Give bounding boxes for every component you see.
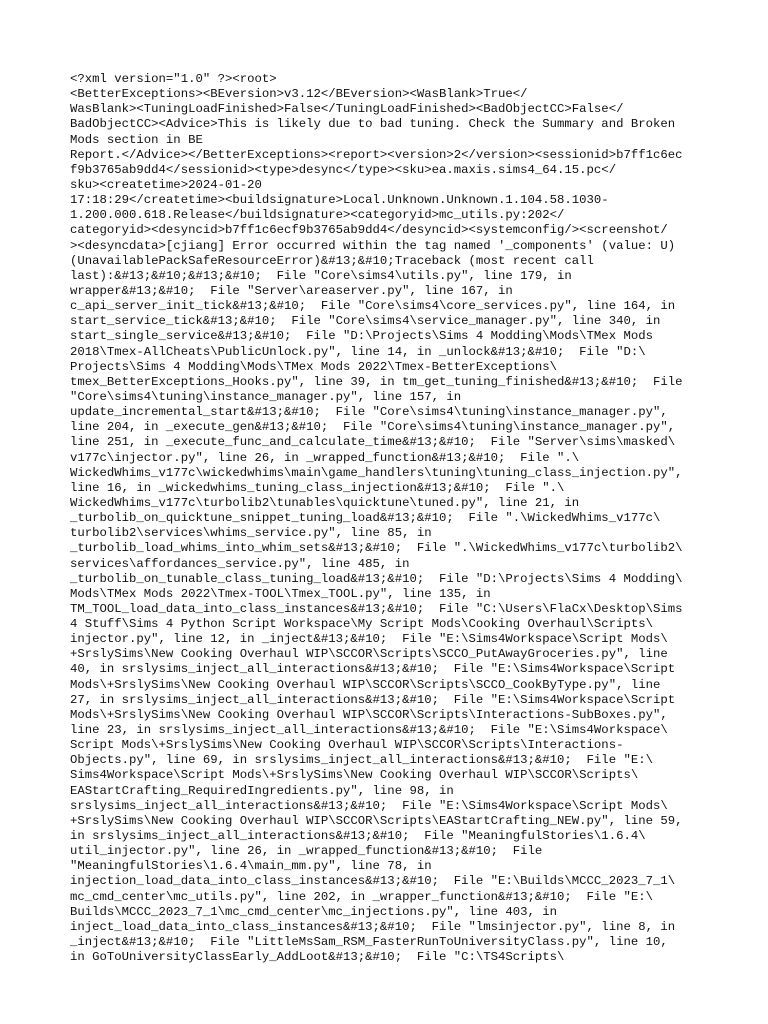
document-line: Mods section in BE [70, 132, 203, 147]
document-line: f9b3765ab9dd4</sessionid><type>desync</type><sku>ea.maxis.sims4_64.15.pc</ [70, 162, 617, 177]
document-line: services\affordances_service.py", line 485, in [70, 556, 410, 571]
document-line: turbolib2\services\whims_service.py", line 85, in [70, 526, 432, 541]
document-line: line 204, in _execute_gen&#13;&#10; File "Core\sims4\tuning\instance_manager.py", [70, 420, 676, 435]
document-line: 2018\Tmex-AllCheats\PublicUnlock.py", line 14, in _unlock&#13;&#10; File "D:\ [70, 344, 646, 359]
document-line: Builds\MCCC_2023_7_1\mc_cmd_center\mc_injections.py", line 403, in [70, 904, 558, 919]
document-line: <?xml version="1.0" ?><root> [70, 72, 277, 86]
document-line: TM_TOOL_load_data_into_class_instances&#13;&#10; File "C:\Users\FlaCx\Desktop\Sims [70, 601, 683, 616]
document-line: BadObjectCC><Advice>This is likely due to bad tuning. Check the Summary and Broken [70, 117, 676, 132]
document-line: WickedWhims_v177c\turbolib2\tunables\quicktune\tuned.py", line 21, in [70, 495, 580, 510]
document-line: update_incremental_start&#13;&#10; File "Core\sims4\tuning\instance_manager.py", [70, 405, 668, 420]
document-line: mc_cmd_center\mc_utils.py", line 202, in _wrapper_function&#13;&#10; File "E:\ [70, 889, 653, 904]
document-line: EAStartCrafting_RequiredIngredients.py", line 98, in [70, 783, 454, 798]
document-line: injector.py", line 12, in _inject&#13;&#10; File "E:\Sims4Workspace\Script Mods\ [70, 632, 668, 647]
document-line: inject_load_data_into_class_instances&#13;&#10; File "lmsinjector.py", line 8, in [70, 919, 676, 934]
document-line: line 16, in _wickedwhims_tuning_class_injection&#13;&#10; File ".\ [70, 480, 565, 495]
document-line: start_single_service&#13;&#10; File "D:\Projects\Sims 4 Modding\Mods\TMex Mods [70, 329, 653, 344]
document-line: 17:18:29</createtime><buildsignature>Local.Unknown.Unknown.1.104.58.1030- [70, 193, 609, 208]
document-line: Mods\TMex Mods 2022\Tmex-TOOL\Tmex_TOOL.py", line 135, in [70, 586, 491, 601]
document-line: in srslysims_inject_all_interactions&#13;&#10; File "MeaningfulStories\1.6.4\ [70, 829, 646, 844]
document-line: _turbolib_on_quicktune_snippet_tuning_load&#13;&#10; File ".\WickedWhims_v177c\ [70, 511, 661, 526]
document-line: wrapper&#13;&#10; File "Server\areaserver.py", line 167, in [70, 283, 513, 298]
document-line: +SrslySims\New Cooking Overhaul WIP\SCCOR\Scripts\SCCO_PutAwayGroceries.py", line [70, 647, 668, 662]
document-line: sku><createtime>2024-01-20 [70, 177, 262, 192]
document-line: _inject&#13;&#10; File "LittleMsSam_RSM_FasterRunToUniversityClass.py", line 10, [70, 935, 668, 950]
document-line: <BetterExceptions><BEversion>v3.12</BEversion><WasBlank>True</ [70, 87, 528, 102]
document-line: (UnavailablePackSafeResourceError)&#13;&#10;Traceback (most recent call [70, 253, 594, 268]
document-line: WasBlank><TuningLoadFinished>False</TuningLoadFinished><BadObjectCC>False</ [70, 102, 624, 117]
document-line: "MeaningfulStories\1.6.4\main_mm.py", line 78, in [70, 859, 432, 874]
document-line: 40, in srslysims_inject_all_interactions&#13;&#10; File "E:\Sims4Workspace\Script [70, 662, 676, 677]
document-line: _turbolib_load_whims_into_whim_sets&#13;&#10; File ".\WickedWhims_v177c\turbolib2\ [70, 541, 683, 556]
document-line: 4 Stuff\Sims 4 Python Script Workspace\My Script Mods\Cooking Overhaul\Scripts\ [70, 617, 653, 632]
document-line: Sims4Workspace\Script Mods\+SrslySims\New Cooking Overhaul WIP\SCCOR\Scripts\ [70, 768, 639, 783]
document-line: Mods\+SrslySims\New Cooking Overhaul WIP\SCCOR\Scripts\Interactions-SubBoxes.py", [70, 707, 668, 722]
document-line: tmex_BetterExceptions_Hooks.py", line 39, in tm_get_tuning_finished&#13;&#10; File [70, 374, 683, 389]
document-line: in GoToUniversityClassEarly_AddLoot&#13;&#10; File "C:\TS4Scripts\ [70, 950, 565, 965]
document-line: v177c\injector.py", line 26, in _wrapped_function&#13;&#10; File ".\ [70, 450, 580, 465]
document-line: WickedWhims_v177c\wickedwhims\main\game_handlers\tuning\tuning_class_injection.py", [70, 465, 683, 480]
document-line: categoryid><desyncid>b7ff1c6ecf9b3765ab9dd4</desyncid><systemconfig/><screenshot/ [70, 223, 668, 238]
document-line: last):&#13;&#10;&#13;&#10; File "Core\sims4\utils.py", line 179, in [70, 268, 572, 283]
document-line: line 23, in srslysims_inject_all_interactions&#13;&#10; File "E:\Sims4Workspace\ [70, 723, 668, 738]
document-line: injection_load_data_into_class_instances&#13;&#10; File "E:\Builds\MCCC_2023_7_1\ [70, 874, 676, 889]
document-line: 1.200.000.618.Release</buildsignature><categoryid>mc_utils.py:202</ [70, 208, 565, 223]
document-line: line 251, in _execute_func_and_calculate_time&#13;&#10; File "Server\sims\masked\ [70, 435, 676, 450]
document-line: _turbolib_on_tunable_class_tuning_load&#13;&#10; File "D:\Projects\Sims 4 Modding\ [70, 571, 683, 586]
document-line: 27, in srslysims_inject_all_interactions&#13;&#10; File "E:\Sims4Workspace\Script [70, 692, 676, 707]
document-line: Script Mods\+SrslySims\New Cooking Overhaul WIP\SCCOR\Scripts\Interactions- [70, 738, 624, 753]
document-line: +SrslySims\New Cooking Overhaul WIP\SCCOR\Scripts\EAStartCrafting_NEW.py", line 59, [70, 813, 683, 828]
document-text [70, 72, 710, 965]
document-line: "Core\sims4\tuning\instance_manager.py", line 157, in [70, 389, 462, 404]
document-line: start_service_tick&#13;&#10; File "Core\sims4\service_manager.py", line 340, in [70, 314, 661, 329]
document-line: c_api_server_init_tick&#13;&#10; File "Core\sims4\core_services.py", line 164, in [70, 299, 676, 314]
document-line: util_injector.py", line 26, in _wrapped_function&#13;&#10; File [70, 844, 543, 859]
document-line: Mods\+SrslySims\New Cooking Overhaul WIP\SCCOR\Scripts\SCCO_CookByType.py", line [70, 677, 661, 692]
document-line: Projects\Sims 4 Modding\Mods\TMex Mods 2022\Tmex-BetterExceptions\ [70, 359, 558, 374]
document-line: srslysims_inject_all_interactions&#13;&#10; File "E:\Sims4Workspace\Script Mods\ [70, 798, 668, 813]
document-line: Objects.py", line 69, in srslysims_inject_all_interactions&#13;&#10; File "E:\ [70, 753, 653, 768]
document-line: ><desyncdata>[cjiang] Error occurred within the tag named '_components' (value: U) [70, 238, 676, 253]
document-line: Report.</Advice></BetterExceptions><report><version>2</version><sessionid>b7ff1c6ec [70, 147, 683, 162]
